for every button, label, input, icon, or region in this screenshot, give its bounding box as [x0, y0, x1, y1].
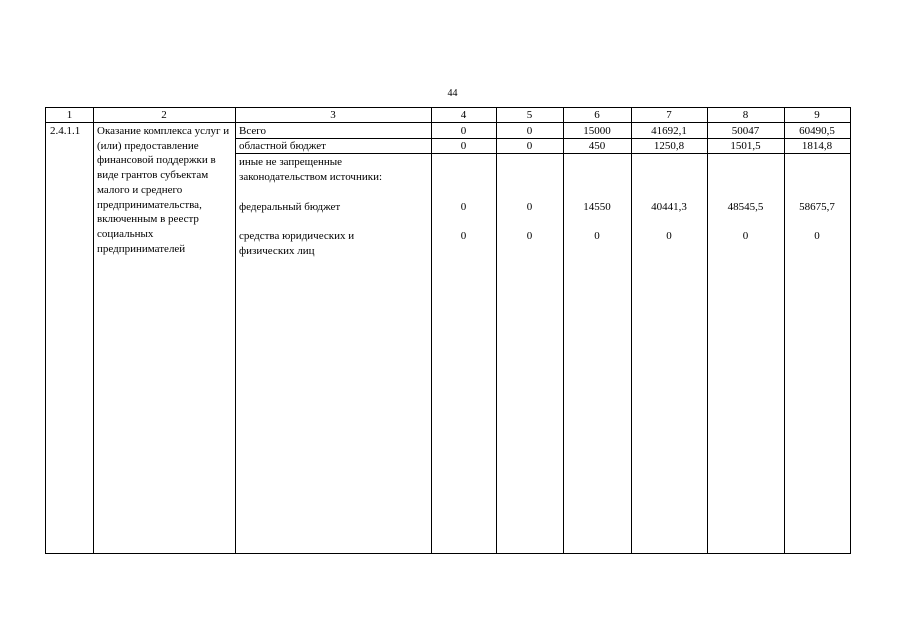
value-cell: 15000	[583, 125, 611, 137]
value-cell: 48545,5	[727, 201, 764, 213]
source-label: иные не запрещенные законодательством источники:	[239, 156, 383, 183]
value-cell: 50047	[731, 125, 760, 137]
value-cell: 0	[526, 140, 533, 152]
column-divider	[93, 108, 94, 553]
column-divider	[784, 108, 785, 553]
column-divider	[431, 108, 432, 553]
source-label: областной бюджет	[239, 140, 326, 152]
value-cell: 0	[460, 140, 467, 152]
column-divider	[631, 108, 632, 553]
page-number: 44	[447, 88, 458, 99]
header-col-9: 9	[814, 109, 820, 121]
column-divider	[563, 108, 564, 553]
value-cell: 60490,5	[799, 125, 835, 137]
value-cell: 0	[666, 230, 672, 242]
value-cell: 0	[526, 125, 533, 137]
value-cell: 1250,8	[653, 140, 685, 152]
value-cell: 0	[526, 201, 533, 213]
header-divider	[46, 122, 850, 123]
value-cell: 0	[742, 230, 749, 242]
value-cell: 0	[526, 230, 533, 242]
value-cell: 0	[460, 230, 467, 242]
value-cell: 450	[588, 140, 606, 152]
header-col-3: 3	[330, 109, 336, 121]
header-col-6: 6	[594, 109, 600, 121]
header-col-5: 5	[526, 109, 533, 121]
value-cell: 40441,3	[651, 201, 687, 213]
value-cell: 14550	[583, 201, 611, 213]
value-cell: 1814,8	[801, 140, 833, 152]
value-cell: 58675,7	[799, 201, 835, 213]
header-col-8: 8	[742, 109, 749, 121]
value-cell: 0	[814, 230, 820, 242]
row-divider	[235, 153, 850, 154]
value-cell: 0	[460, 125, 467, 137]
source-label: федеральный бюджет	[239, 201, 341, 213]
value-cell: 0	[594, 230, 600, 242]
activity-description: Оказание комплекса услуг и (или) предоставление финансовой поддержки в виде грантов субъектам малого и среднего предпринимательства, включенным в реестр социальных предпринимателей	[97, 125, 230, 255]
column-divider	[707, 108, 708, 553]
source-label: Всего	[239, 125, 266, 137]
budget-table	[45, 107, 851, 554]
value-cell: 41692,1	[651, 125, 687, 137]
value-cell: 0	[460, 201, 467, 213]
header-col-4: 4	[460, 109, 467, 121]
column-divider	[235, 108, 236, 553]
header-col-1: 1	[66, 109, 73, 121]
header-col-2: 2	[161, 109, 167, 121]
source-label: средства юридических и физических лиц	[239, 230, 355, 257]
value-cell: 1501,5	[730, 140, 761, 152]
header-col-7: 7	[666, 109, 672, 121]
column-divider	[496, 108, 497, 553]
activity-code: 2.4.1.1	[50, 125, 81, 137]
